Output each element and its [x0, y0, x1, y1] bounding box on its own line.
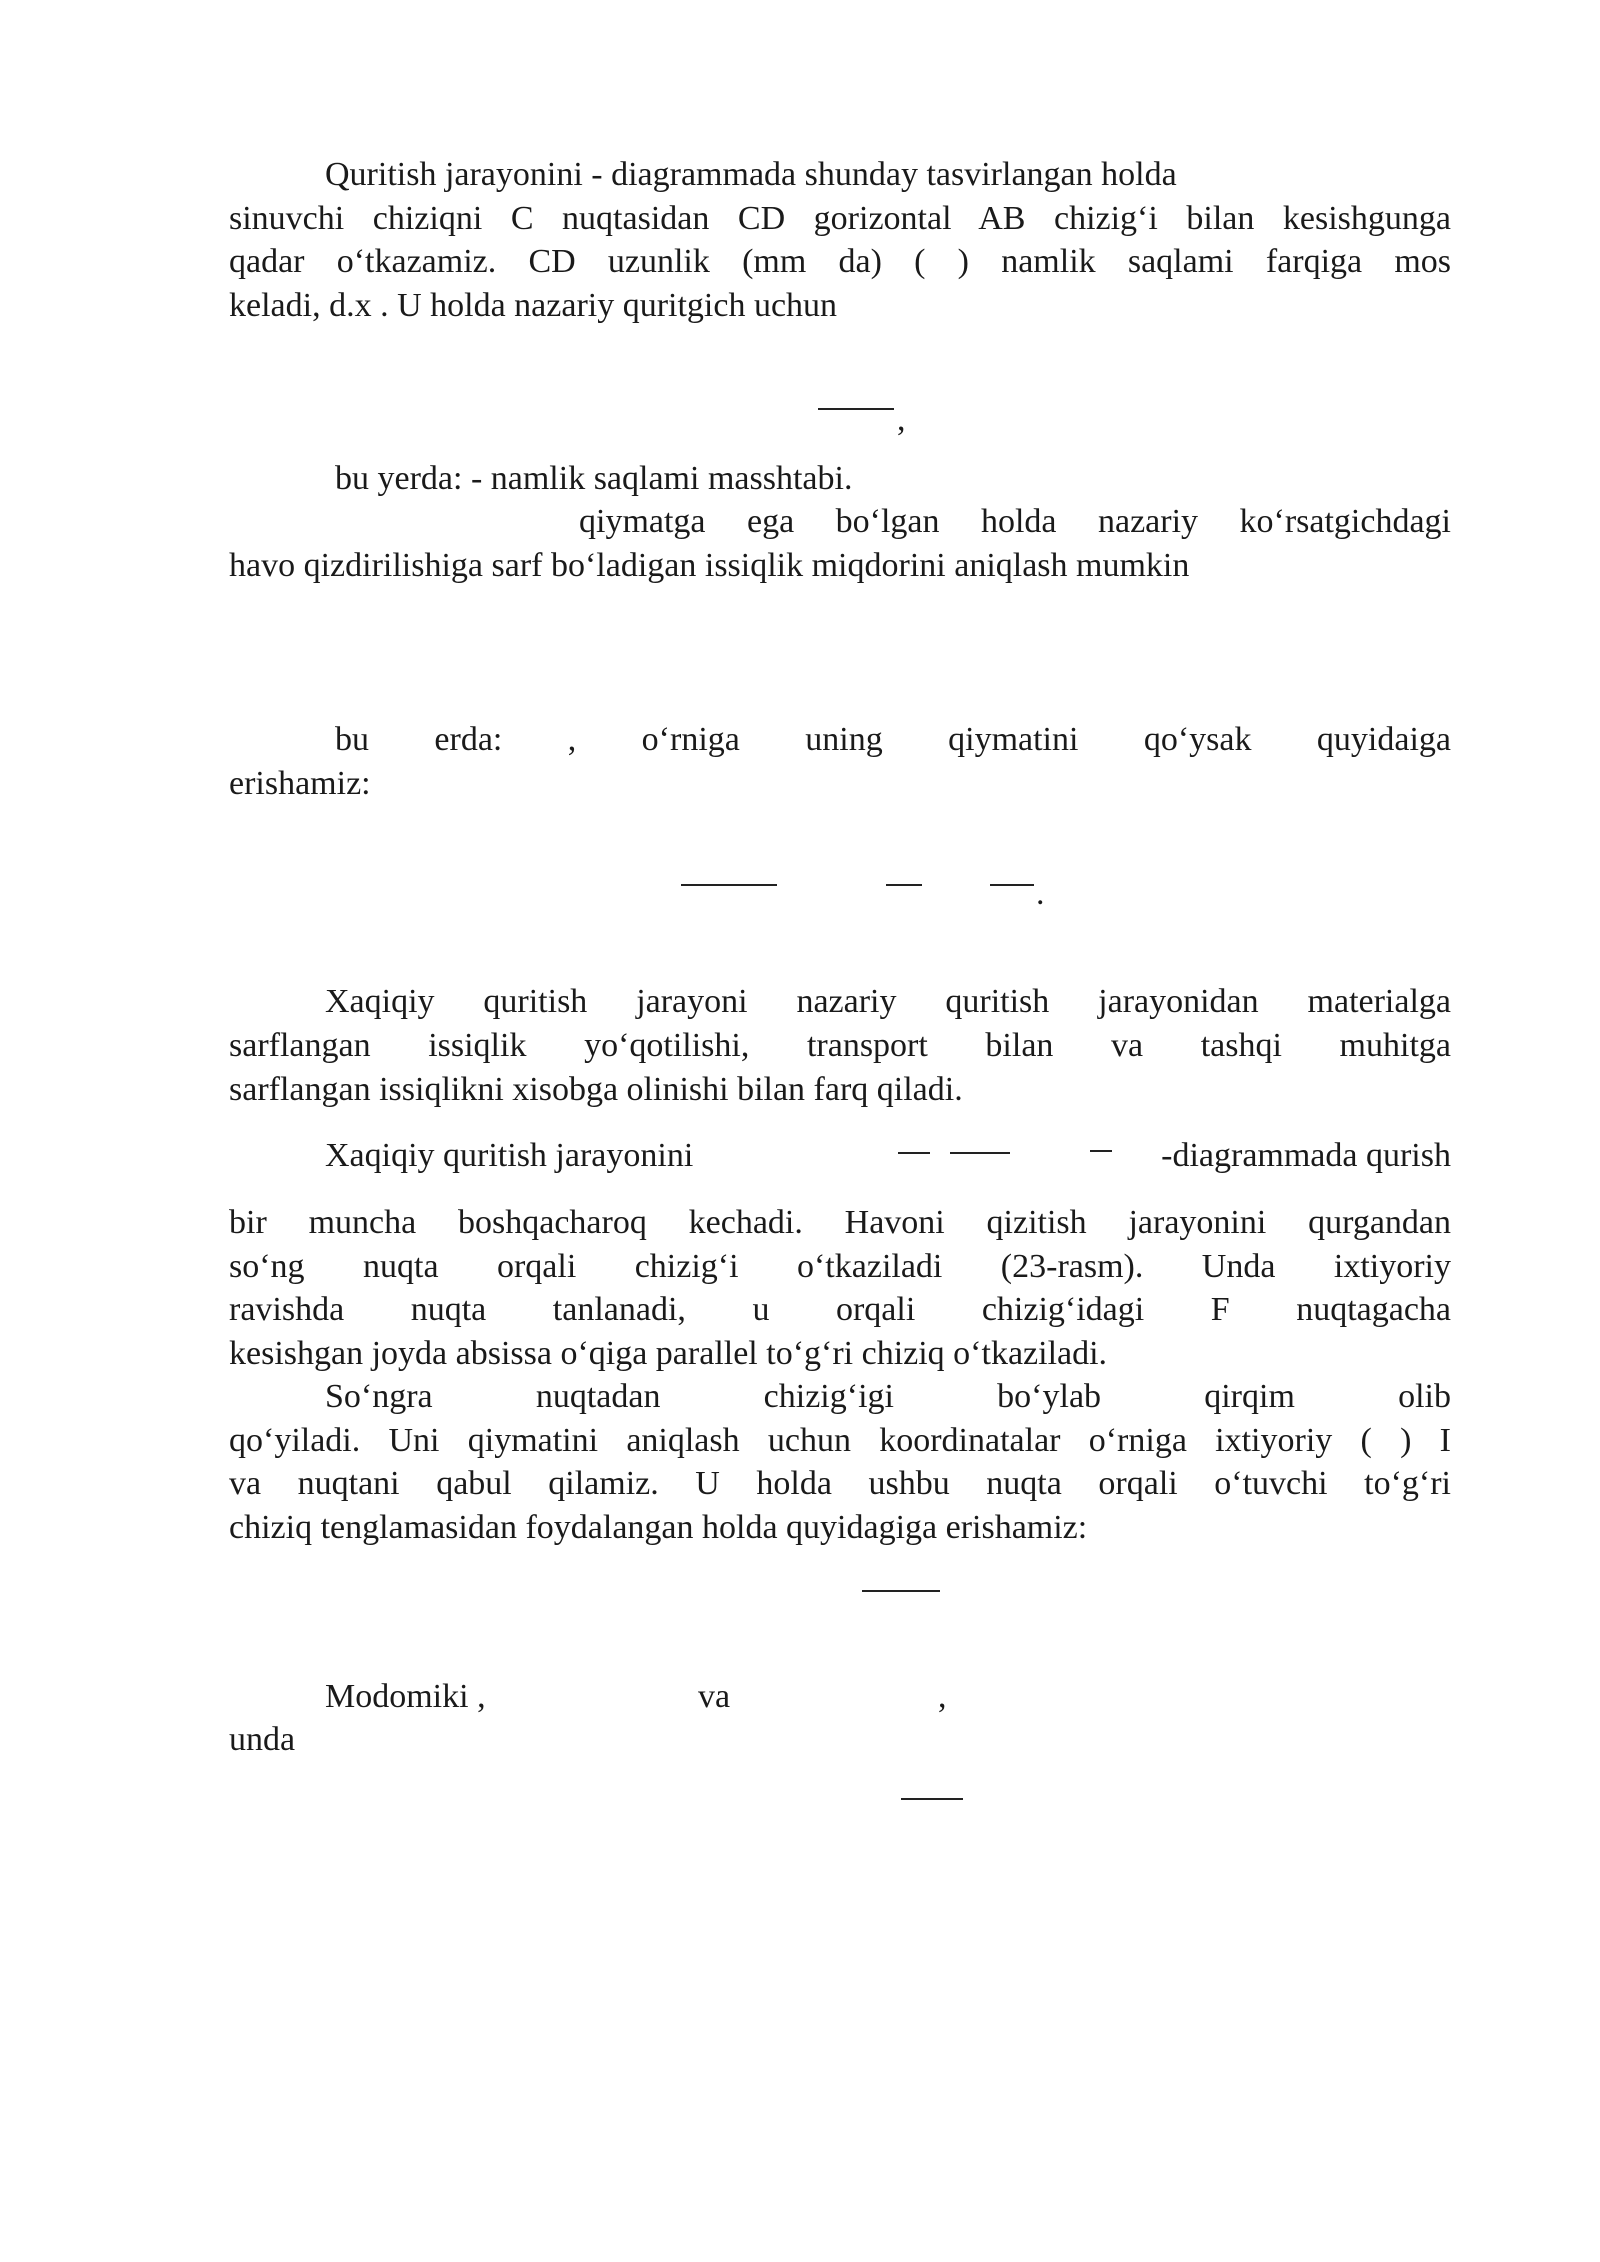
text-line: qadar o‘tkazamiz. CD uzunlik (mm da) ( ) namlik saqlami farqiga mos: [229, 243, 1451, 280]
text-line: kesishgan joyda absissa o‘qiga parallel to‘g‘ri chiziq o‘tkaziladi.: [229, 1335, 1108, 1372]
fraction-bar: [862, 1590, 940, 1592]
fraction-bar: [886, 884, 922, 886]
text-line: so‘ng nuqta orqali chizig‘i o‘tkaziladi (23-rasm). Unda ixtiyoriy: [229, 1248, 1451, 1285]
text-line: havo qizdirilishiga sarf bo‘ladigan issiqlik miqdorini aniqlash mumkin: [229, 547, 1190, 584]
text-line: sinuvchi chiziqni C nuqtasidan CD gorizontal AB chizig‘i bilan kesishgunga: [229, 200, 1451, 237]
text-line: keladi, d.x . U holda nazariy quritgich uchun: [229, 287, 838, 324]
text-line: va nuqtani qabul qilamiz. U holda ushbu nuqta orqali o‘tuvchi to‘g‘ri: [229, 1465, 1451, 1502]
fraction-bar: [898, 1152, 930, 1154]
text-line: sarflangan issiqlik yo‘qotilishi, transport bilan va tashqi muhitga: [229, 1027, 1451, 1064]
fraction-bar: [901, 1798, 963, 1800]
fraction-bar: [681, 884, 777, 886]
text-line: qo‘yiladi. Uni qiymatini aniqlash uchun koordinatalar o‘rniga ixtiyoriy ( ) I: [229, 1422, 1451, 1459]
text-fragment: ,: [938, 1678, 947, 1715]
text-line: erishamiz:: [229, 765, 371, 802]
fraction-bar: [990, 884, 1034, 886]
text-line: sarflangan issiqlikni xisobga olinishi bilan farq qiladi.: [229, 1071, 963, 1108]
text-line: bu erda: , o‘rniga uning qiymatini qo‘ysak quyidaiga: [335, 721, 1451, 758]
text-line: bu yerda: - namlik saqlami masshtabi.: [335, 460, 853, 497]
text-fragment: Xaqiqiy quritish jarayonini: [325, 1137, 694, 1174]
text-line: Xaqiqiy quritish jarayoni nazariy quritish jarayonidan materialga: [325, 983, 1451, 1020]
equation-punctuation: ,: [897, 401, 906, 438]
text-line: qiymatga ega bo‘lgan holda nazariy ko‘rsatgichdagi: [579, 503, 1451, 540]
text-fragment: -diagrammada qurish: [1161, 1137, 1451, 1174]
text-line: chiziq tenglamasidan foydalangan holda quyidagiga erishamiz:: [229, 1509, 1088, 1546]
text-line: bir muncha boshqacharoq kechadi. Havoni qizitish jarayonini qurgandan: [229, 1204, 1451, 1241]
text-line: Quritish jarayonini - diagrammada shunday tasvirlangan holda: [325, 156, 1177, 193]
text-fragment: va: [698, 1678, 731, 1715]
fraction-bar: [950, 1152, 1010, 1154]
text-line: unda: [229, 1721, 296, 1758]
fraction-bar: [818, 408, 894, 410]
text-fragment: Modomiki ,: [325, 1678, 486, 1715]
text-line: ravishda nuqta tanlanadi, u orqali chizig‘idagi F nuqtagacha: [229, 1291, 1451, 1328]
fraction-bar: [1090, 1150, 1112, 1152]
equation-punctuation: .: [1036, 875, 1045, 912]
text-line: So‘ngra nuqtadan chizig‘igi bo‘ylab qirqim olib: [325, 1378, 1451, 1415]
